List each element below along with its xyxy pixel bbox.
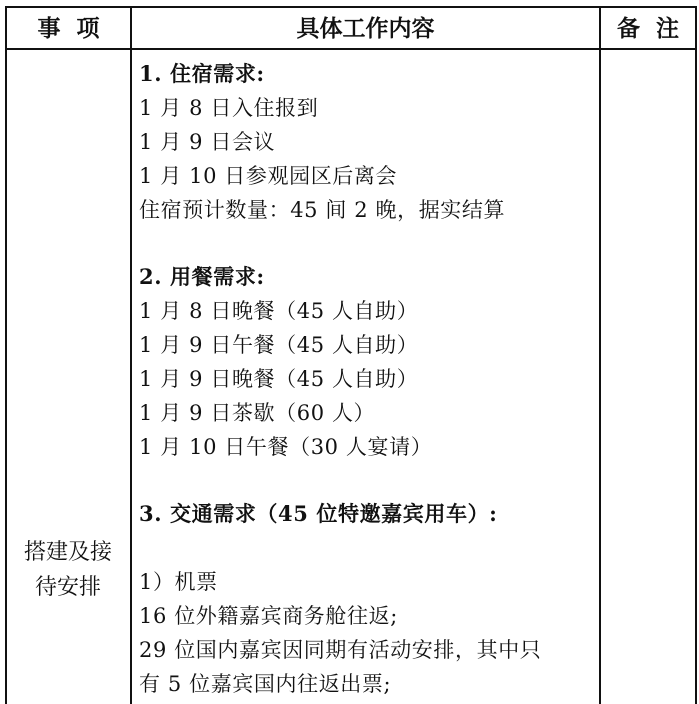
content-cell bbox=[139, 57, 597, 701]
section-title: 3. 交通需求（45 位特邀嘉宾用车）: bbox=[139, 501, 498, 526]
item-label bbox=[6, 535, 130, 605]
content-line: 1 月 9 日晚餐（45 人自助） bbox=[139, 367, 419, 391]
item-label-line: 搭建及接 bbox=[23, 540, 112, 565]
section-title: 1. 住宿需求: bbox=[139, 61, 265, 86]
content-line: 住宿预计数量：45 间 2 晚，据实结算 bbox=[139, 198, 506, 222]
table-right-border bbox=[695, 6, 697, 704]
content-line: 1 月 10 日参观园区后离会 bbox=[139, 164, 398, 188]
content-line: 1 月 10 日午餐（30 人宴请） bbox=[139, 435, 433, 459]
section-transport bbox=[139, 497, 597, 701]
column-divider-1 bbox=[130, 6, 132, 704]
item-label-line: 待安排 bbox=[34, 575, 101, 600]
section-dining bbox=[139, 260, 597, 464]
section-title: 2. 用餐需求: bbox=[139, 264, 265, 289]
content-line: 有 5 位嘉宾国内往返出票; bbox=[139, 672, 392, 696]
section-accommodation bbox=[139, 57, 597, 227]
content-line: 1 月 9 日茶歇（60 人） bbox=[139, 401, 376, 425]
content-line: 29 位国内嘉宾因同期有活动安排，其中只 bbox=[139, 638, 542, 662]
column-divider-2 bbox=[599, 6, 601, 704]
header-content: 具体工作内容 bbox=[296, 14, 435, 42]
content-line: 1 月 9 日会议 bbox=[139, 130, 276, 154]
content-line: 1 月 9 日午餐（45 人自助） bbox=[139, 333, 419, 357]
content-line: 1）机票 bbox=[139, 570, 218, 594]
content-line: 1 月 8 日晚餐（45 人自助） bbox=[139, 299, 419, 323]
header-item: 事 项 bbox=[37, 14, 100, 42]
header-bottom-border bbox=[5, 48, 697, 50]
content-line: 16 位外籍嘉宾商务舱往返; bbox=[139, 604, 398, 628]
content-line: 1 月 8 日入住报到 bbox=[139, 96, 319, 120]
header-remarks: 备 注 bbox=[616, 14, 679, 42]
